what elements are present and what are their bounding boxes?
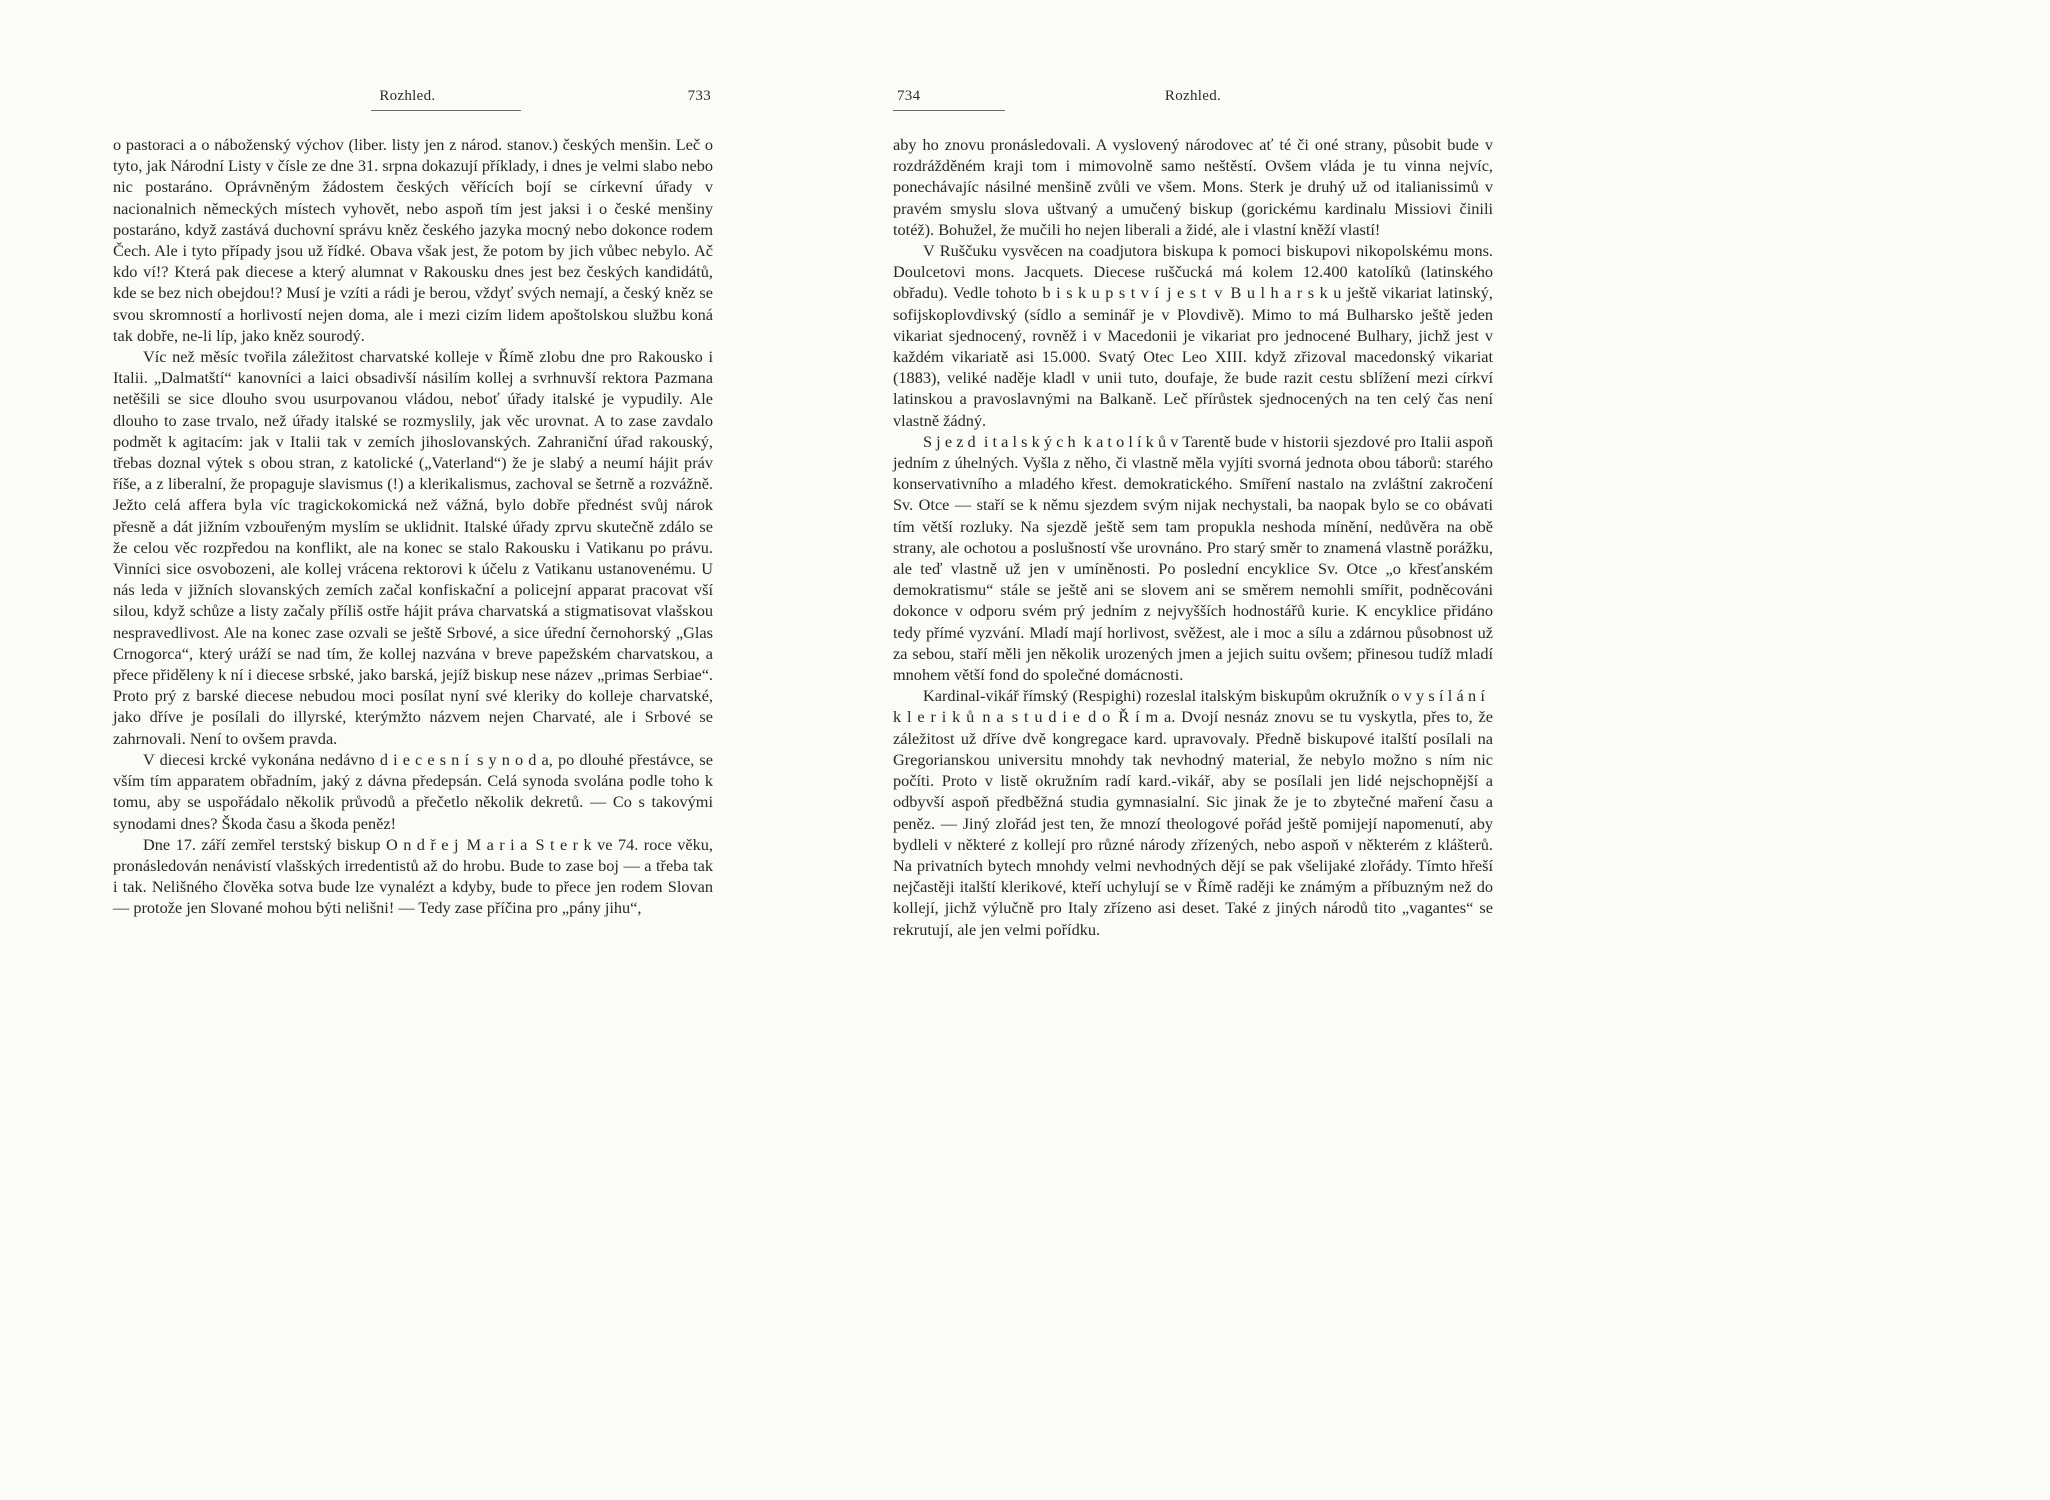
paragraph: Kardinal-vikář římský (Respighi) rozeslal italským biskupům okružník o v y s í l á n í k l e r i k ů n a s t u d i e d o Ř í m a. Dvojí nesnáz znovu se tu vyskytla, přes to, že záležitost už dříve dvě kongregace kard. upravovaly. Předně biskupové italští posílali na Gregorianskou universitu mnohdy tak nevhodný material, že nebylo možno s ním nic počíti. Proto v listě okružním radí kard.-vikář, aby se posílali jen lidé nejschopnější a odbyvší aspoň předběžná studia gymnasialní. Sic jinak že je to zbytečné maření času a peněz. — Jiný zlořád jest ten, že mnozí theologové pořád ještě pomijejí napomenutí, aby bydleli v některé z kollejí pro různé národy zřízených, nebo aspoň v některém z klášterů. Na privatních bytech mnohdy velmi nevhodných dějí se pak všelijaké zlořády. Tímto hřeší nejčastěji italští klerikové, kteří uchylují se v Římě raději ke známým a příbuzným než do kollejí, jichž výlučně pro Italy zřízeno asi deset. Také z jiných národů tito „vagantes“ se rekrutují, ale jen velmi pořídku. xyxy=(893,686,1493,939)
paragraph: S j e z d i t a l s k ý c h k a t o l í k ů v Tarentě bude v historii sjezdové pro Italii aspoň jedním z úhelných. Vyšla z něho, či vlastně měla vyjíti svorná jednota obou táborů: starého konservativního a mladého křest. demokratického. Smíření nastalo na zvláštní zakročení Sv. Otce — staří se k němu sjezdem svým nijak nechystali, ba naopak bylo se co obávati tím větší rozluky. Na sjezdě ještě sem tam propukla neshoda mínění, nedůvěra na obě strany, ale ochotou a poslušností vše urovnáno. Pro starý směr to znamená vlastně porážku, ale teď vlastně už jen v umíněnosti. Po poslední encyklice Sv. Otce „o křesťanském demokratismu“ stále se ještě ani se slovem ani se směrem nemohli smířit, podněcováni dokonce v odporu svém prý jedním z nejvyšších hodnostářů kurie. K encyklice přidáno tedy přímé vyzvání. Mladí mají horlivost, svěžest, ale i moc a sílu a zdárnou působnost už za sebou, staří měli jen několik urozených jmen a jejich suitu ovšem; přinesou tudíž mladí mnohem větší fond do společné domácnosti. xyxy=(893,431,1493,685)
paragraph: Víc než měsíc tvořila záležitost charvatské kolleje v Římě zlobu dne pro Rakousko i Italii. „Dalmatští“ kanovníci a laici obsadivší násilím kollej a svrhnuvší rektora Pazmana netěšili se sice dlouho svou usurpovanou vládou, neboť úřady italské je vypudily. Ale dlouho to zase trvalo, než úřady italské se rozmyslily, jak věc urovnat. A to zase zavdalo podmět k agitacím: jak v Italii tak v zemích jihoslovanských. Zahraniční úřad rakouský, třebas doznal výtek s obou stran, z katolické („Vaterland“) že je slabý a neumí hájit práv říše, a z liberalní, že propaguje slavismus (!) a klerikalismus, zachoval se šetrně a rozvážně. Ježto celá affera byla víc tragickokomická než vážná, bylo dobře přednést svůj nárok přesně a dát jižním vzbouřeným myslím se uklidnit. Italské úřady zprvu skutečně zdálo se že celou věc rozpředou na konflikt, ale na konec se stalo Rakousku i Vatikanu po právu. Vinníci sice osvobozeni, ale kollej vrácena rektorovi k účelu z Vatikanu ustanovenému. U nás leda v jižních slovanských zemích začal konfiskační a policejní apparat pracovat vší silou, když schůze a listy začaly příliš ostře hájit práva charvatská a stigmatisovat vlašskou nespravedlivost. Ale na konec zase ozvali se ještě Srbové, a sice úřední černohorský „Glas Crnogorca“, který uráží se nad tím, že kollej nazvána v breve papežském charvatskou, a přece přiděleny k ní i diecese srbské, jako barská, jejíž biskup nese název „primas Serbiae“. Proto prý z barské diecese nebudou moci posílat nyní své kleriky do kolleje charvatské, jako dříve je posílali do illyrské, kterýmžto názvem nejen Charvaté, ale i Srbové se zahrnovali. Není to ovšem pravda. xyxy=(113,347,713,748)
page-number-right: 734 xyxy=(897,88,921,104)
running-head-title: Rozhled. xyxy=(379,88,436,104)
body-text-left xyxy=(113,134,713,919)
paragraph: aby ho znovu pronásledovali. A vyslovený národovec ať té či oné strany, působit bude v rozdrážděném kraji tom i mimovolně samo neštěstí. Ovšem vláda je tu vinna nejvíc, ponechávajíc násilné menšině zvůli ve všem. Mons. Sterk je druhý už od italianissimů v pravém smyslu slova uštvaný a umučený biskup (gorickému kardinalu Missiovi činili totéž). Bohužel, že mučili ho nejen liberali a židé, ale i vlastní kněží vlastí! xyxy=(893,135,1493,239)
page-number-left: 733 xyxy=(687,88,711,104)
paragraph: o pastoraci a o náboženský výchov (liber. listy jen z národ. stanov.) českých menšin. Leč o tyto, jak Národní Listy v čísle ze dne 31. srpna dokazují příklady, i dnes je velmi slabo nebo nic postaráno. Oprávněným žádostem českých věřících bojí se církevní úřady v nacionalnich německých místech vyhovět, nebo aspoň tím jest jaksi i o české menšiny postaráno, když zastává duchovní správu kněz českého jazyka mocný nebo dokonce rodem Čech. Ale i tyto případy jsou už řídké. Obava však jest, že potom by jich vůbec nebylo. Ač kdo ví!? Která pak diecese a který alumnat v Rakousku dnes jest bez českých kandidátů, kde se bez nich obejdou!? Musí je vzíti a rádi je berou, vždyť svých nemají, a český kněz se svou skromností a horlivostí nejen doma, ale i mezi cizím lidem apoštolskou službu koná tak dobře, ne-li líp, jako kněz sourodý. xyxy=(113,135,713,345)
right-page xyxy=(893,88,1493,940)
header-rule xyxy=(893,110,1005,111)
running-head-left xyxy=(113,88,713,112)
running-head-right xyxy=(893,88,1493,112)
left-page xyxy=(113,88,713,919)
body-text-right xyxy=(893,134,1493,940)
paragraph: V diecesi krcké vykonána nedávno d i e c e s n í s y n o d a, po dlouhé přestávce, se vším tím apparatem obřadním, jaký z dávna předepsán. Celá synoda svolána podle toho k tomu, aby se uspořádalo několik průvodů a přečetlo několik dekretů. — Co s takovými synodami dnes? Škoda času a škoda peněz! xyxy=(113,749,713,833)
running-head-title: Rozhled. xyxy=(1164,88,1222,104)
paragraph: Dne 17. září zemřel terstský biskup O n d ř e j M a r i a S t e r k ve 74. roce věku, pronásledován nenávistí vlašských irredentistů až do hrobu. Bude to zase boj — a třeba tak i tak. Nelišného člověka sotva bude lze vynalézt a kdyby, bude to přece jen rodem Slovan — protože jen Slované mohou býti nelišni! — Tedy zase příčina pro „pány jihu“, xyxy=(113,834,713,918)
paragraph: V Ruščuku vysvěcen na coadjutora biskupa k pomoci biskupovi nikopolskému mons. Doulcetovi mons. Jacquets. Diecese ruščucká má kolem 12.400 katolíků (latinského obřadu). Vedle tohoto b i s k u p s t v í j e s t v B u l h a r s k u ještě vikariat latinský, sofijskoplovdivský (sídlo a seminář je v Plovdivě). Mimo to má Bulharsko ještě jeden vikariat sjednocený, rovněž i v Macedonii je vikariat pro jednocené Bulhary, jichž jest v každém vikariatě asi 15.000. Svatý Otec Leo XIII. když zřizoval macedonský vikariat (1883), veliké naděje kladl v unii tuto, doufaje, že bude razit cestu sblížení mezi církví latinskou a pravoslavnými na Balkaně. Leč přírůstek sjednocených na ten celý čas není vlastně žádný. xyxy=(893,241,1493,430)
header-rule xyxy=(371,110,521,111)
